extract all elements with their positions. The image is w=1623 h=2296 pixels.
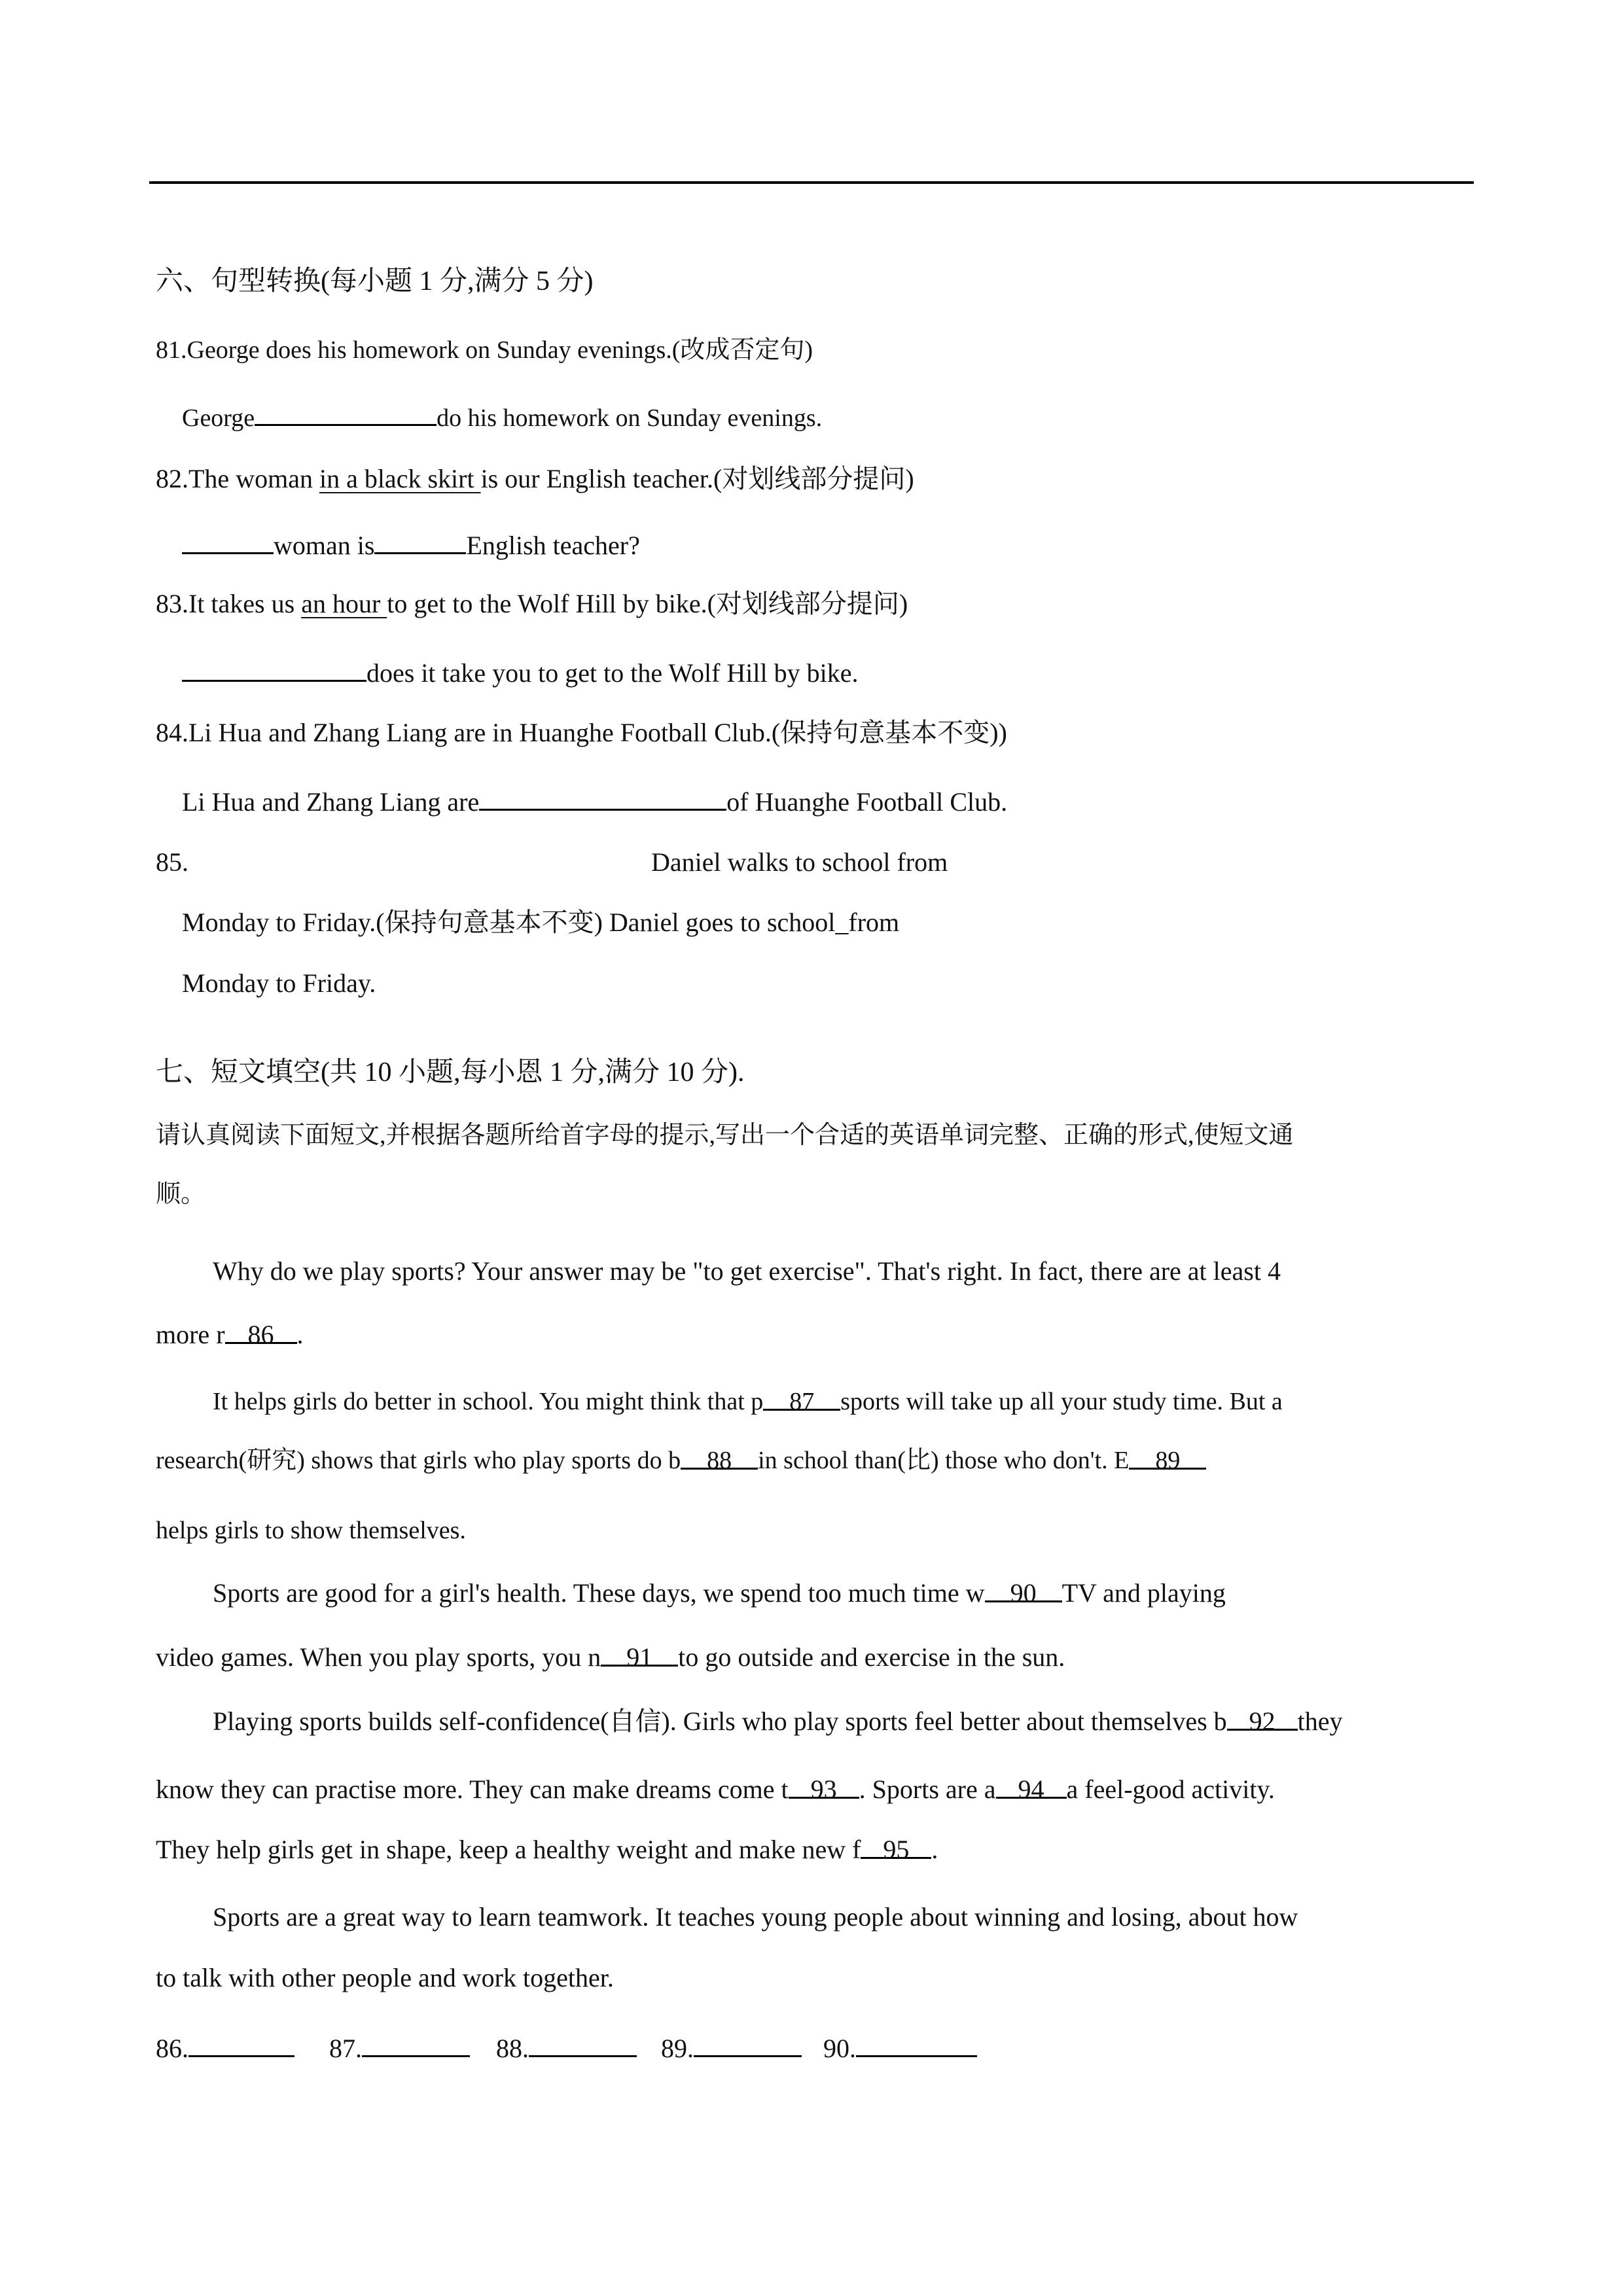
q82-underlined: in a black skirt [319, 464, 481, 493]
q82-blank-1[interactable] [182, 529, 274, 554]
q82-answer-line: woman is English teacher? [182, 529, 640, 562]
answer-90-blank[interactable] [856, 2032, 977, 2057]
blank-88[interactable]: 88 [681, 1444, 758, 1470]
q83-answer-line: does it take you to get to the Wolf Hill by bike. [182, 656, 858, 690]
q85-line1: Daniel walks to school from [651, 847, 948, 877]
blank-87[interactable]: 87 [763, 1385, 840, 1411]
answer-87: 87. [329, 2032, 470, 2065]
section7-instruction-2: 顺。 [156, 1180, 206, 1208]
blank-95[interactable]: 95 [861, 1833, 931, 1859]
q81-answer-line: George do his homework on Sunday evenings. [182, 400, 822, 434]
q81-prompt: 81.George does his homework on Sunday evenings.(改成否定句) [156, 336, 813, 364]
passage-p4-line2: know they can practise more. They can make dreams come t 93 . Sports are a 94 a feel-good activity. [156, 1775, 1275, 1804]
passage-p2-line1: It helps girls do better in school. You might think that p 87 sports will take up all your study time. But a [213, 1385, 1283, 1418]
answer-89: 89. [661, 2032, 802, 2065]
passage-p5-line2: to talk with other people and work together. [156, 1963, 614, 1992]
answer-86-blank[interactable] [188, 2032, 294, 2057]
answer-90: 90. [823, 2032, 977, 2065]
passage-p3-line2: video games. When you play sports, you n 91 to go outside and exercise in the sun. [156, 1642, 1065, 1672]
header-rule [149, 181, 1474, 184]
passage-p4-line1: Playing sports builds self-confidence(自信). Girls who play sports feel better about themselves b 92 they [213, 1706, 1343, 1736]
blank-94[interactable]: 94 [996, 1773, 1067, 1799]
q82-prompt: 82.The woman in a black skirt is our English teacher.(对划线部分提问) [156, 464, 914, 493]
q82-blank-2[interactable] [374, 529, 466, 554]
section7-title: 七、短文填空(共 10 小题,每小恩 1 分,满分 10 分). [156, 1057, 745, 1087]
q83-blank[interactable] [182, 656, 366, 682]
q85-line2: Monday to Friday.(保持句意基本不变) Daniel goes to school_from [182, 908, 900, 937]
blank-86[interactable]: 86 [225, 1318, 297, 1344]
answer-88-blank[interactable] [529, 2032, 637, 2057]
q84-prompt: 84.Li Hua and Zhang Liang are in Huanghe Football Club.(保持句意基本不变)) [156, 718, 1007, 747]
q85-number: 85. [156, 847, 188, 877]
section6-title: 六、句型转换(每小题 1 分,满分 5 分) [156, 266, 594, 296]
q85-line3: Monday to Friday. [182, 968, 376, 998]
passage-p1-line2: more r 86 . [156, 1320, 304, 1349]
blank-89[interactable]: 89 [1129, 1444, 1206, 1470]
answer-87-blank[interactable] [362, 2032, 470, 2057]
q81-blank[interactable] [255, 400, 437, 426]
passage-p4-line3: They help girls get in shape, keep a healthy weight and make new f 95 . [156, 1835, 938, 1864]
blank-92[interactable]: 92 [1227, 1705, 1298, 1731]
blank-93[interactable]: 93 [789, 1773, 859, 1799]
q84-blank[interactable] [479, 785, 726, 811]
answer-88: 88. [496, 2032, 637, 2065]
blank-90[interactable]: 90 [985, 1577, 1062, 1602]
q83-underlined: an hour [301, 589, 387, 618]
passage-p2-line2: research(研究) shows that girls who play sports do b 88 in school than(比) those who don't. E 89 [156, 1444, 1206, 1477]
answer-86: 86. [156, 2032, 294, 2065]
answer-89-blank[interactable] [694, 2032, 802, 2057]
q84-answer-line: Li Hua and Zhang Liang are of Huanghe Football Club. [182, 785, 1007, 819]
section7-instruction-1: 请认真阅读下面短文,并根据各题所给首字母的提示,写出一个合适的英语单词完整、正确的形式,使短文通 [156, 1122, 1294, 1149]
passage-p2-line3: helps girls to show themselves. [156, 1517, 466, 1544]
passage-p3-line1: Sports are good for a girl's health. These days, we spend too much time w 90 TV and playing [213, 1578, 1226, 1608]
q83-prompt: 83.It takes us an hour to get to the Wolf Hill by bike.(对划线部分提问) [156, 589, 908, 618]
passage-p5-line1: Sports are a great way to learn teamwork. It teaches young people about winning and losing, about how [213, 1902, 1298, 1932]
blank-91[interactable]: 91 [601, 1641, 678, 1667]
passage-p1-line1: Why do we play sports? Your answer may be "to get exercise". That's right. In fact, there are at least 4 [213, 1256, 1281, 1286]
